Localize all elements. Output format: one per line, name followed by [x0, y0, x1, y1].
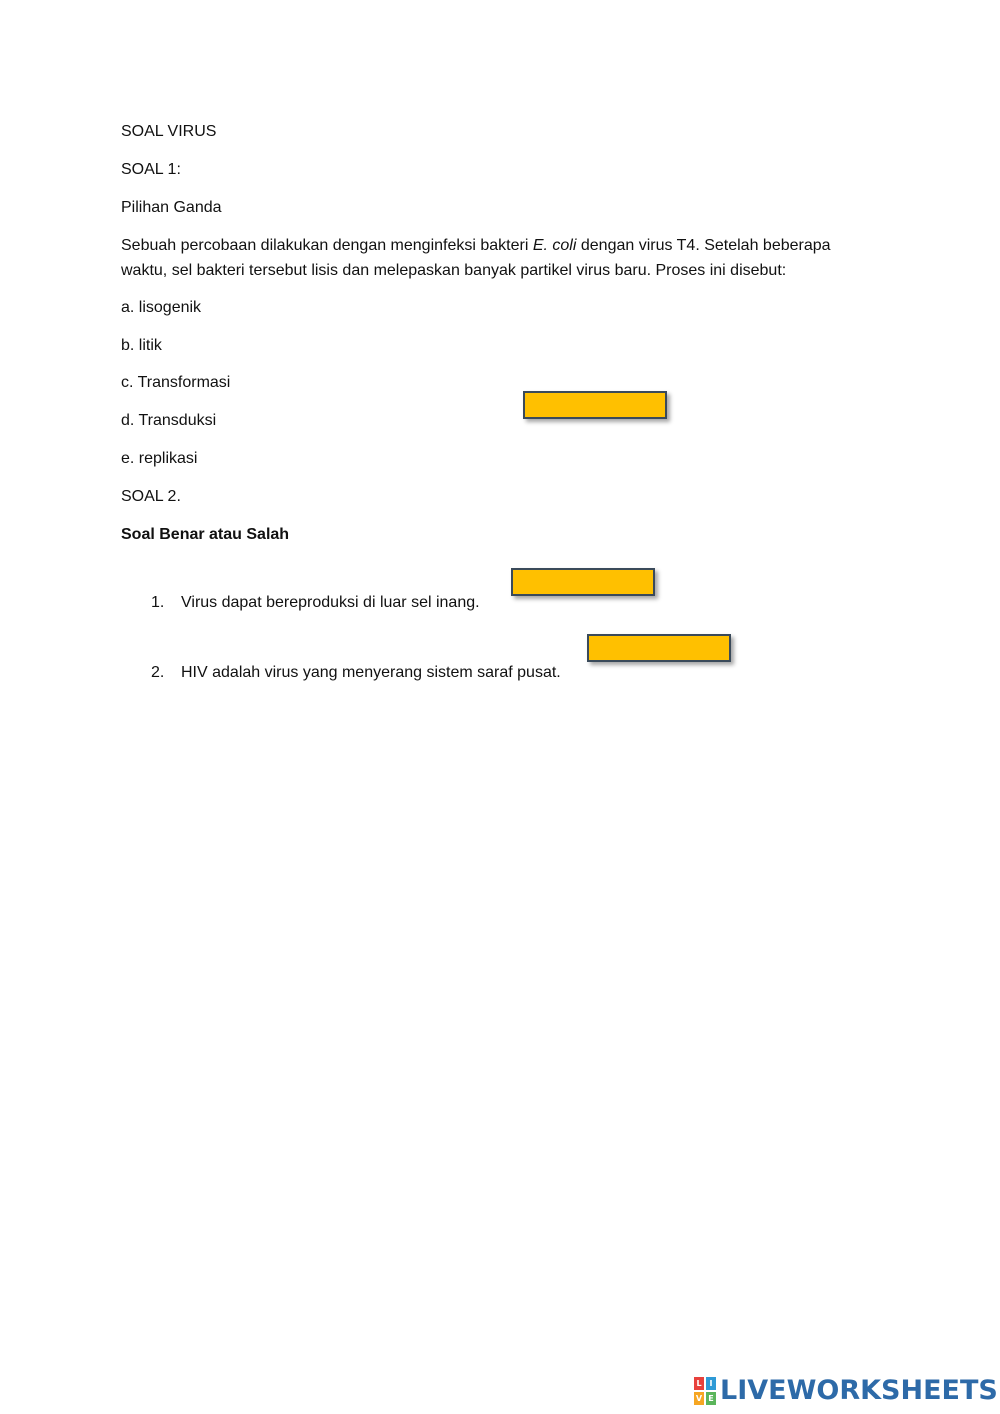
question-2-label: SOAL 2.	[121, 488, 181, 505]
answer-box-statement-1[interactable]	[511, 568, 655, 596]
organism-name: E. coli	[532, 237, 577, 254]
question-1-text	[121, 233, 881, 283]
statement-text: Virus dapat bereproduksi di luar sel inang.	[181, 594, 480, 611]
option-c: c. Transformasi	[121, 374, 231, 391]
question-1-type: Pilihan Ganda	[121, 199, 222, 216]
answer-box-question-1[interactable]	[523, 391, 667, 419]
statement-1	[151, 593, 480, 613]
question-1-label: SOAL 1:	[121, 161, 181, 178]
answer-box-statement-2[interactable]	[587, 634, 731, 662]
option-a: a. lisogenik	[121, 299, 202, 316]
statement-number: 2.	[151, 664, 165, 681]
liveworksheets-logo	[694, 1375, 998, 1406]
logo-badge-icon	[694, 1377, 716, 1405]
statement-2	[151, 663, 561, 683]
question-1-text-part: Sebuah percobaan dilakukan dengan menginfeksi bakteri	[121, 237, 533, 254]
logo-badge-letter: V	[695, 1393, 703, 1403]
option-b: b. litik	[121, 337, 162, 354]
question-1-text-part: dengan virus T4. Setelah beberapa waktu, sel bakteri tersebut lisis dan melepaskan banyak partikel virus baru. Proses ini disebut:	[121, 237, 831, 279]
statement-number: 1.	[151, 594, 165, 611]
statement-text: HIV adalah virus yang menyerang sistem saraf pusat.	[181, 664, 561, 681]
logo-badge-letter: L	[694, 1377, 704, 1390]
logo-badge-letter: I	[706, 1377, 716, 1390]
logo-badge-letter: E	[706, 1392, 716, 1405]
option-e: e. replikasi	[121, 450, 198, 467]
worksheet-title: SOAL VIRUS	[121, 123, 217, 140]
question-2-type: Soal Benar atau Salah	[121, 526, 290, 543]
option-d: d. Transduksi	[121, 412, 217, 429]
logo-text: LIVEWORKSHEETS	[720, 1375, 998, 1406]
